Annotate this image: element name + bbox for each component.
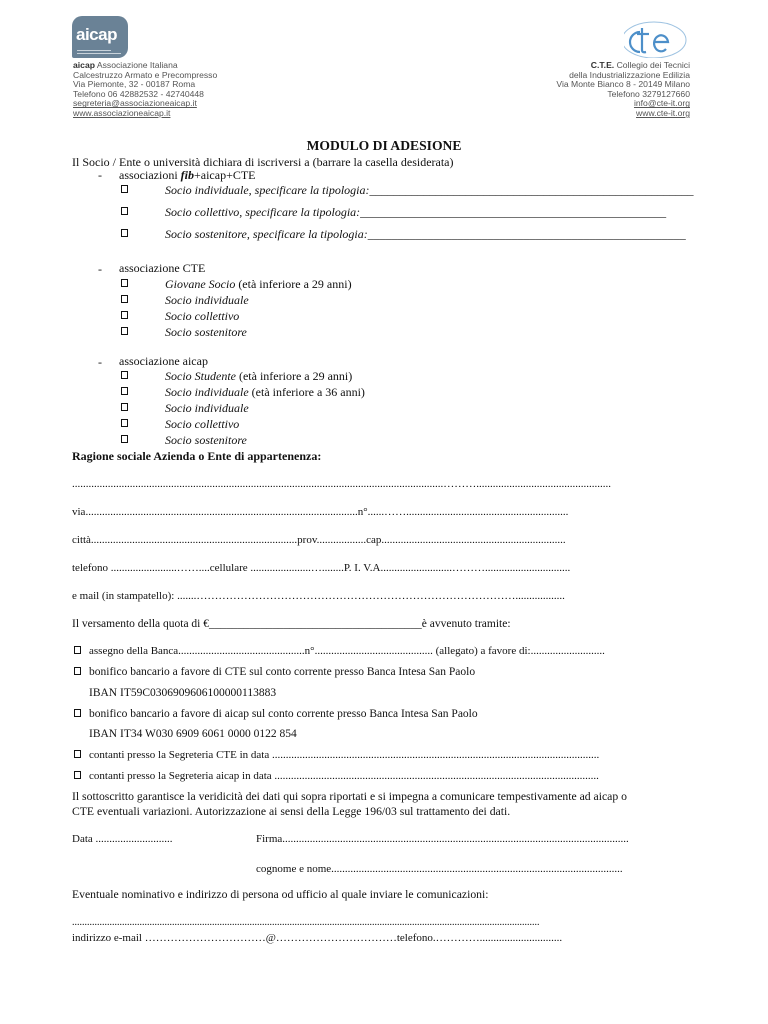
checkbox-cte-collettivo[interactable] <box>121 311 128 319</box>
checkbox-fib-individuale[interactable] <box>121 185 128 193</box>
iban-aicap: IBAN IT34 W030 6909 6061 0000 0122 854 <box>89 728 297 740</box>
via-field[interactable]: via...................................................................................................n°......……........................................................... <box>72 506 569 518</box>
option-cte-sostenitore: Socio sostenitore <box>165 325 247 339</box>
intro-text: Il Socio / Ente o università dichiara di iscriversi a (barrare la casella desiderata) <box>72 155 454 169</box>
data-field[interactable]: Data ............................ <box>72 833 173 845</box>
option-aicap-sostenitore: Socio sostenitore <box>165 433 247 447</box>
checkbox-fib-collettivo[interactable] <box>121 207 128 215</box>
checkbox-contanti-aicap[interactable] <box>74 771 81 779</box>
bonifico-aicap-option: bonifico bancario a favore di aicap sul conto corrente presso Banca Intesa San Paolo <box>89 708 478 720</box>
option-aicap-individuale: Socio individuale <box>165 401 249 415</box>
group1-dash: - <box>98 168 102 182</box>
cte-phone: Telefono 3279127660 <box>607 88 690 99</box>
checkbox-contanti-cte[interactable] <box>74 750 81 758</box>
checkbox-cte-giovane[interactable] <box>121 279 128 287</box>
option-cte-individuale: Socio individuale <box>165 293 249 307</box>
cte-address-block <box>556 61 690 119</box>
ragione-sociale-field[interactable]: .......................................................................................................................................………................................................. <box>72 478 611 490</box>
option-aicap-collettivo: Socio collettivo <box>165 417 240 431</box>
telefono-field[interactable]: telefono ........................……....cellulare ......................…........P. I. V.A..........................………............................... <box>72 562 571 574</box>
option-fib-collettivo: Socio collettivo, specificare la tipologia:___________________________________________________ <box>165 205 667 219</box>
option-cte-giovane: Giovane Socio (età inferiore a 29 anni) <box>165 277 352 291</box>
option-aicap-studente: Socio Studente (età inferiore a 29 anni) <box>165 369 353 383</box>
option-cte-collettivo: Socio collettivo <box>165 309 240 323</box>
assegno-option: assegno della Banca..............................................n°........................................... (allegato) a favore di:........................... <box>89 645 605 657</box>
aicap-address-block <box>73 61 217 119</box>
indirizzo-email-field[interactable]: indirizzo e-mail ……………………………@……………………………telefono.………….............................. <box>72 932 563 944</box>
option-fib-individuale: Socio individuale, specificare la tipologia:______________________________________________________ <box>165 183 694 197</box>
email-field[interactable]: e mail (in stampatello): .......…………………………………………………………………………….................. <box>72 590 565 602</box>
firma-field[interactable]: Firma.............................................................................................................................. <box>256 833 629 845</box>
versamento-field[interactable]: Il versamento della quota di €_____________________________________è avvenuto tramite: <box>72 618 511 630</box>
iban-cte: IBAN IT59C0306909606100000113883 <box>89 687 277 699</box>
aicap-logo <box>72 16 128 58</box>
declaration-line2: CTE eventuali variazioni. Autorizzazione ai sensi della Legge 196/03 sul trattamento dei dati. <box>72 805 511 818</box>
aicap-address: Via Piemonte, 32 - 00187 Roma <box>73 79 196 90</box>
cte-email-link[interactable]: info@cte-it.org <box>633 98 690 109</box>
checkbox-bonifico-cte[interactable] <box>74 667 81 675</box>
group2-label: associazione CTE <box>119 261 206 275</box>
form-title: MODULO DI ADESIONE <box>306 138 462 153</box>
aicap-name: aicap <box>73 60 95 70</box>
checkbox-aicap-studente[interactable] <box>121 371 128 379</box>
checkbox-aicap-individuale[interactable] <box>121 403 128 411</box>
cte-name: C.T.E. <box>590 60 615 70</box>
aicap-phone: Telefono 06 42882532 - 42740448 <box>73 88 204 99</box>
group3-label: associazione aicap <box>119 354 208 368</box>
checkbox-aicap-individuale-giovane[interactable] <box>121 387 128 395</box>
aicap-name-rest: Associazione Italiana <box>94 60 178 70</box>
cte-website-link[interactable]: www.cte-it.org <box>636 107 690 118</box>
checkbox-aicap-sostenitore[interactable] <box>121 435 128 443</box>
cte-address: Via Monte Bianco 8 - 20149 Milano <box>556 79 690 90</box>
group3-dash: - <box>98 355 102 369</box>
aicap-line2: Calcestruzzo Armato e Precompresso <box>73 69 218 80</box>
checkbox-assegno[interactable] <box>74 646 81 654</box>
option-fib-sostenitore: Socio sostenitore, specificare la tipologia:_____________________________________________________ <box>165 227 686 241</box>
ragione-sociale-heading: Ragione sociale Azienda o Ente di appartenenza: <box>72 449 322 463</box>
eventuale-heading: Eventuale nominativo e indirizzo di persona od ufficio al quale inviare le comunicazioni: <box>72 888 489 901</box>
checkbox-bonifico-aicap[interactable] <box>74 709 81 717</box>
checkbox-cte-individuale[interactable] <box>121 295 128 303</box>
aicap-logo-text: aicap <box>76 25 117 44</box>
checkbox-cte-sostenitore[interactable] <box>121 327 128 335</box>
group2-dash: - <box>98 262 102 276</box>
cte-name-rest: Collegio dei Tecnici <box>614 60 690 70</box>
citta-field[interactable]: città...........................................................................prov..................cap................................................................... <box>72 534 566 546</box>
cte-logo <box>624 18 692 58</box>
checkbox-aicap-collettivo[interactable] <box>121 419 128 427</box>
bonifico-cte-option: bonifico bancario a favore di CTE sul conto corrente presso Banca Intesa San Paolo <box>89 666 476 678</box>
contanti-aicap-option: contanti presso la Segreteria aicap in data ...................................................................................................................... <box>89 770 599 782</box>
contanti-cte-option: contanti presso la Segreteria CTE in data ....................................................................................................................... <box>89 749 600 761</box>
declaration-line1: Il sottoscritto garantisce la veridicità dei dati qui sopra riportati e si impegna a comunicare tempestivamente ad aicap o <box>72 790 627 803</box>
aicap-website-link[interactable]: www.associazioneaicap.it <box>73 107 171 118</box>
cognome-nome-field[interactable]: cognome e nome.......................................................................................................... <box>256 863 623 875</box>
aicap-email-link[interactable]: segreteria@associazioneaicap.it <box>73 98 197 109</box>
cte-line2: della Industrializzazione Edilizia <box>569 69 690 80</box>
eventuale-field[interactable]: ........................................................................................................................................................................................... <box>72 917 540 928</box>
option-aicap-individuale-giovane: Socio individuale (età inferiore a 36 anni) <box>165 385 365 399</box>
checkbox-fib-sostenitore[interactable] <box>121 229 128 237</box>
group1-label: associazioni fib+aicap+CTE <box>119 168 256 182</box>
